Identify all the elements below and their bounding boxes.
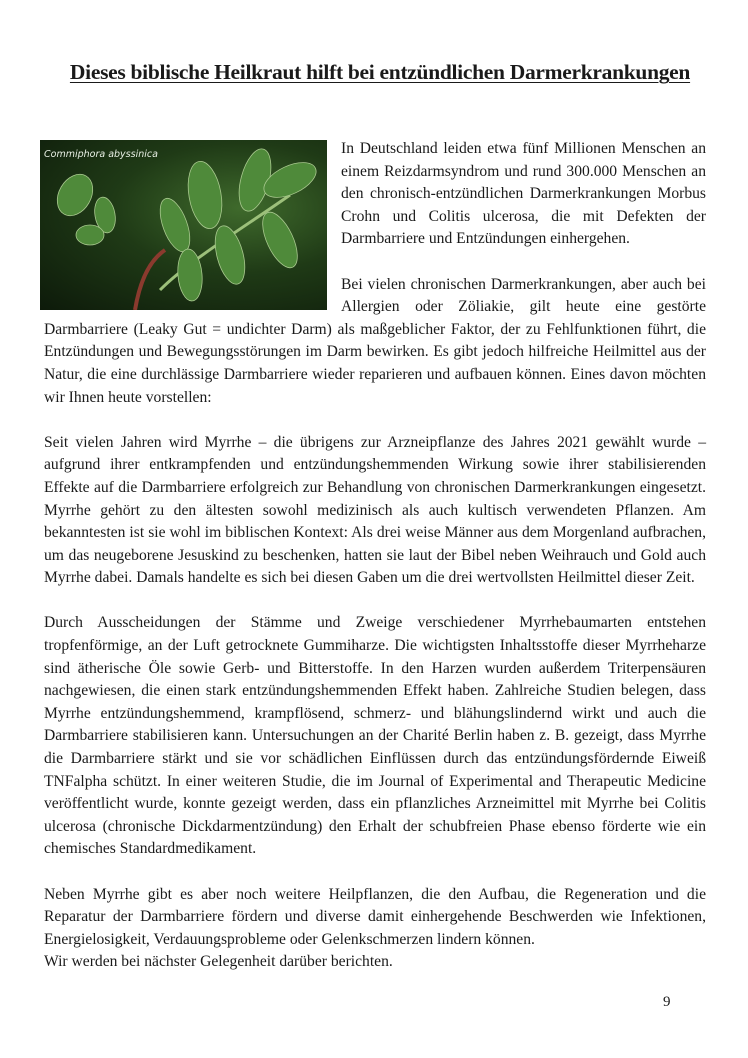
article-title: Dieses biblische Heilkraut hilft bei entzündlichen Darmerkrankungen <box>69 60 691 84</box>
article-body <box>44 138 706 997</box>
paragraph: Neben Myrrhe gibt es aber noch weitere Heilpflanzen, die den Aufbau, die Regeneration und die Reparatur der Darmbarriere fördern und diverse damit einhergehende Beschwerden wie Infektionen, Energielosigkeit, Verdauungsprobleme oder Gelenkschmerzen lindern können. <box>44 885 706 948</box>
page-number: 9 <box>663 994 671 1010</box>
closing-line: Wir werden bei nächster Gelegenheit darüber berichten. <box>44 953 393 971</box>
plant-photo <box>40 140 327 310</box>
paragraph: In Deutschland leiden etwa fünf Millionen Menschen an einem Reizdarmsyndrom und rund 300.000 Menschen an den chronisch-entzündlichen Darmerkrankungen Morbus Crohn und Colitis ulcerosa, die mit Defekten der Darmbarriere und Entzündungen einhergehen. <box>341 140 706 248</box>
paragraph: Bei vielen chronischen Darmerkrankungen, aber auch bei Allergien oder Zöliakie, gilt heute eine gestörte Darmbarriere (Leaky Gut = undichter Darm) als maßgeblicher Faktor, der zu Fehlfunktionen führt, die Entzündungen und Bewegungsstörungen im Darm bewirken. Es gibt jedoch hilfreiche Heilmittel aus der Natur, die eine durchlässige Darmbarriere wieder reparieren und aufbauen können. Eines davon möchten wir Ihnen heute vorstellen: <box>44 275 706 406</box>
paragraph: Seit vielen Jahren wird Myrrhe – die übrigens zur Arzneipflanze des Jahres 2021 gewählt wurde – aufgrund ihrer entkrampfenden und entzündungshemmenden Wirkung sowie ihrer stabilisierenden Effekte auf die Darmbarriere erfolgreich zur Behandlung von chronischen Darmerkrankungen eingesetzt. Myrrhe gehört zu den ältesten sowohl medizinisch als auch kultisch verwendeten Pflanzen. Am bekanntesten ist sie wohl im biblischen Kontext: Als drei weise Männer aus dem Morgenland aufbrachen, um das neugeborene Jesuskind zu beschenken, hatten sie laut der Bibel neben Weihrauch und Gold auch Myrrhe dabei. Damals handelte es sich bei diesen Gaben um die drei wertvollsten Heilmittel dieser Zeit. <box>44 433 706 587</box>
paragraph: Durch Ausscheidungen der Stämme und Zweige verschiedener Myrrhebaumarten entstehen tropfenförmige, an der Luft getrocknete Gummiharze. Die wichtigsten Inhaltsstoffe dieser Myrrheharze sind ätherische Öle sowie Gerb- und Bitterstoffe. In den Harzen wurden außerdem Triterpensäuren nachgewiesen, die einen stark entzündungshemmenden Effekt haben. Zahlreiche Studien belegen, dass Myrrhe entzündungshemmend, krampflösend, schmerz- und blähungslindernd wirkt und auch die Darmbarriere stabilisieren kann. Untersuchungen an der Charité Berlin haben z. B. gezeigt, dass Myrrhe die Darmbarriere stärkt und sie vor schädlichen Einflüssen durch das entzündungsfördernde Eiweiß TNFalpha schützt. In einer weiteren Studie, die im Journal of Experimental and Therapeutic Medicine veröffentlicht wurde, konnte gezeigt werden, dass ein pflanzliches Arzneimittel mit Myrrhe bei Colitis ulcerosa (chronische Dickdarmentzündung) den Erhalt der schubfreien Phase ebenso förderte wie ein chemisches Standardmedikament. <box>44 614 706 858</box>
image-caption: Commiphora abyssinica <box>44 149 158 160</box>
